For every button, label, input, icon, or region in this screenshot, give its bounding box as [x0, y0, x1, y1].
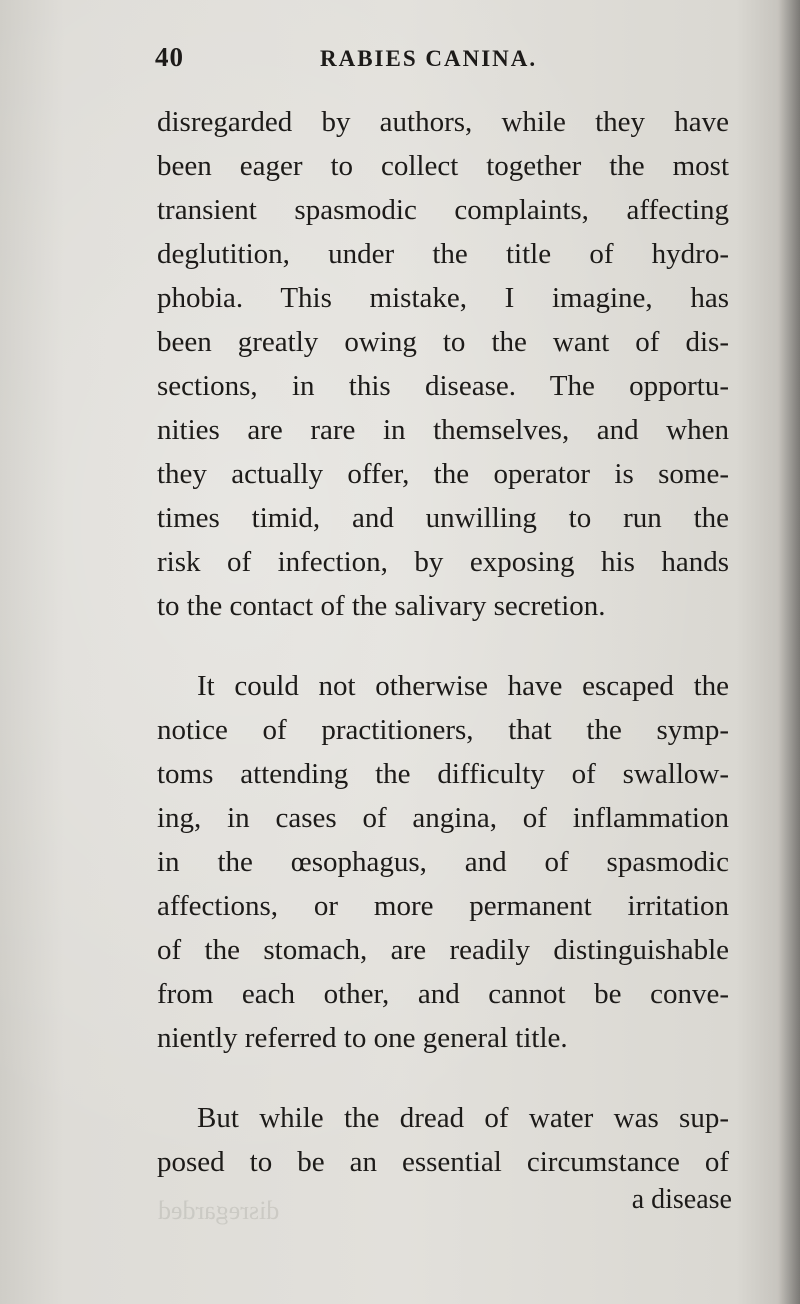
text-line: to the contact of the salivary secretion. [157, 590, 606, 622]
text-line: phobia. This mistake, I imagine, has [157, 282, 729, 314]
text-line: of the stomach, are readily distinguishable [157, 934, 729, 966]
catchword: a disease [631, 1184, 732, 1215]
page-header [155, 42, 730, 82]
page-edge-shadow [778, 0, 800, 1304]
text-line: nities are rare in themselves, and when [157, 414, 729, 446]
text-line: niently referred to one general title. [157, 1022, 568, 1054]
text-line: times timid, and unwilling to run the [157, 502, 729, 534]
body-text [157, 100, 729, 1184]
text-line: affections, or more permanent irritation [157, 890, 729, 922]
text-line: in the œsophagus, and of spasmodic [157, 846, 729, 878]
text-line: from each other, and cannot be conve- [157, 978, 729, 1010]
page-number: 40 [155, 42, 184, 72]
text-line: risk of infection, by exposing his hands [157, 546, 729, 578]
text-line: deglutition, under the title of hydro- [157, 238, 729, 270]
text-line: It could not otherwise have escaped the [197, 670, 729, 702]
text-line: transient spasmodic complaints, affecting [157, 194, 729, 226]
text-line: disregarded by authors, while they have [157, 106, 729, 138]
running-title: RABIES CANINA. [320, 46, 538, 71]
text-line: posed to be an essential circumstance of [157, 1146, 729, 1178]
paragraph-gap [157, 628, 729, 664]
text-line: sections, in this disease. The opportu- [157, 370, 729, 402]
text-line: notice of practitioners, that the symp- [157, 714, 729, 746]
text-line: But while the dread of water was sup- [197, 1102, 729, 1134]
show-through-text: disregarded [158, 1196, 280, 1225]
text-line: been eager to collect together the most [157, 150, 729, 182]
text-line: toms attending the difficulty of swallow- [157, 758, 729, 790]
text-line: been greatly owing to the want of dis- [157, 326, 729, 358]
text-line: they actually offer, the operator is some- [157, 458, 729, 490]
text-line: ing, in cases of angina, of inflammation [157, 802, 729, 834]
paragraph-gap [157, 1060, 729, 1096]
